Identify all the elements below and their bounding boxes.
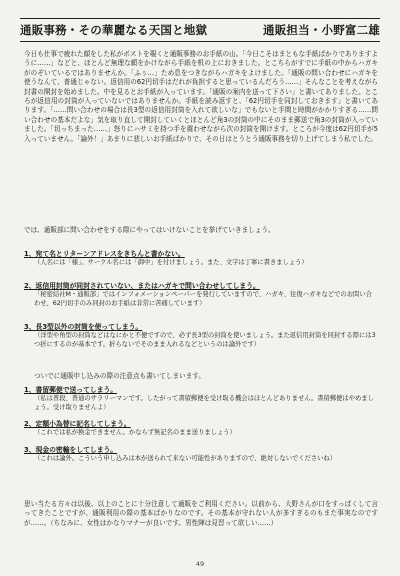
caution-item xyxy=(24,386,376,413)
caution-title: 1、書留郵便で送ってしまう。 xyxy=(24,386,118,394)
article-title: 通販事務・その華麗なる天国と地獄 xyxy=(20,23,208,37)
page-number: 49 xyxy=(195,560,205,568)
caution-item xyxy=(24,420,376,438)
caution-description: （これは論外。こういう申し込みは本が送られて来ない可能性がありますので、絶対しないでくださいね） xyxy=(34,455,337,463)
lead-sentence: では、通販部に問い合わせをする際にやってはいけないことを挙げていきましょう。 xyxy=(24,226,275,234)
mid-sentence: ついでに通販申し込みの際の注意点も書いてしまいます。 xyxy=(34,372,205,380)
caution-title: 2、定額小為替に記名してしまう。 xyxy=(24,420,131,428)
article-author: 通販担当・小野富二雄 xyxy=(263,23,380,37)
rule-title: 3、長3型以外の封筒を使ってしまう。 xyxy=(24,323,143,331)
rule-title: 2、返信用封筒が同封されていない、またはハガキで問い合わせしてしまう。 xyxy=(24,282,260,290)
caution-title: 3、現金の密輸をしてしまう。 xyxy=(24,446,118,454)
header-bar xyxy=(20,18,380,42)
rule-description: 「秘密結社M・通販部」ではインフォメーションペーパーを発行していますので、ハガキ、往復ハガキなどでのお問い合わせ、62円切手のみ同封のお手紙は非常に苦痛しています） xyxy=(34,291,372,307)
caution-description: （これでは私が換金できません。かならず無記名のまま送りましょう） xyxy=(34,429,236,437)
rule-title: 1、宛て名とリターンアドレスをきちんと書かない。 xyxy=(24,250,185,258)
rule-description: （人名には「様」。サークル名には「御中」を付けましょう。また、文字は丁寧に書きましょう） xyxy=(34,259,308,267)
intro-paragraph: 今日も仕事で疲れた顔をした私がポストを覗くと通販事務のお手紙の山。「今日こそはまともな手紙ばかりでありますように……」などと、ほとんど無理な願をかけながら手紙を机の上におきました。とこちらがすでに手紙の中からハガキがのぞいているではありませんか。「ふぅ…」ため息をつきながらハガキをよけました。「通販の問い合わせにハガキを使うなんて、普通じゃない。返信用の62円切手はだれが負担すると思っているんだろう……」そんなことを考えながら封書の開封を始めました。中を見るとお手紙が入っています。「通販の案内を送って下さい」と書いてありました。ところが返信用の封筒が入っていないではありませんか。手紙を読み返すと、「62円切手を同封しておきます」と書いてあります。「……問い合わせの場合は長3型の返信用封筒を入れて欲しいな」でもないと手間と時間がかかりすぎる……問い合わせの基本だよな」気を取り直して開封していくとほとんど角3の封筒の中にそのまま郵送で角3の封筒が入っていました。「切っちまった……」怒りにハサミを持つ手を震わせながら次の封筒を開けます。ところが今度は62円切手が5入っていません。「論外！」あまりに悲しいお手紙ばかりで、その日はとうとう通販事務を切り上げてしまう私でした。 xyxy=(24,50,378,143)
closing-paragraph: 思い当たる方々は以後、以上のことに十分注意して通販をご利用ください。以前から、大野さんが口をすっぱくして言ってきたことですが、通販利用の際の基本ばかりなのです。その基本が守れない人が多すぎるのもまた事実なのですが……。（ちなみに、女性はかなりマナーが良いです。男性陣は見習って欲しい……） xyxy=(24,500,378,527)
rule-item xyxy=(24,323,376,350)
rule-item xyxy=(24,250,376,268)
rule-description: （洋型や角型の封筒などはなにかと不便ですので、必ず長3型の封筒を使いましょう。また返信用封筒を同封する際には3つ折にするのが基本です。折らないでそのまま入れるなどというのは論外です） xyxy=(34,332,376,348)
caution-item xyxy=(24,446,376,464)
caution-description: （私は普段、普通のサラリーマンです。したがって書留郵便を受け取る機会はほとんどありません。書留郵便はやめましょう。受け取りませんよ） xyxy=(34,395,374,411)
rule-item xyxy=(24,282,376,309)
